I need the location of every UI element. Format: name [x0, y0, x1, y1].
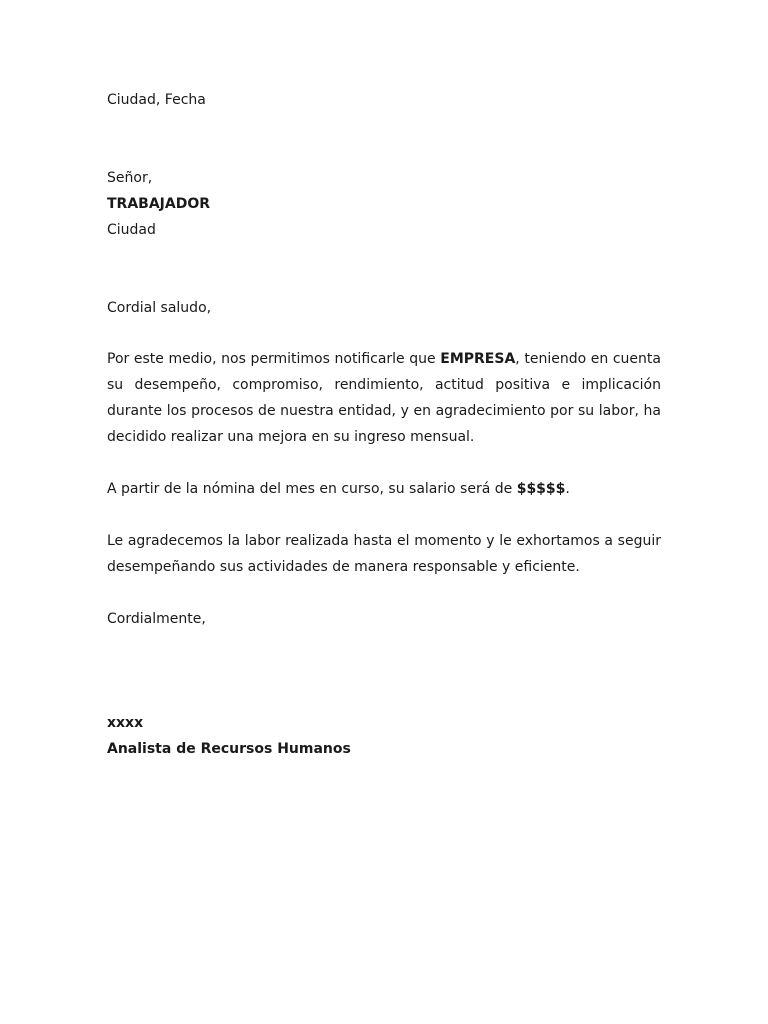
closing: Cordialmente, [107, 611, 206, 627]
p2-text-after: . [565, 481, 570, 497]
p1-text-before: Por este medio, nos permitimos notificarle que [107, 351, 441, 367]
signature-title: Analista de Recursos Humanos [107, 741, 351, 757]
recipient-city: Ciudad [107, 222, 156, 238]
body-paragraph-1 [107, 346, 661, 450]
p1-text-after: , teniendo en cuenta su desempeño, compromiso, rendimiento, actitud positiva e implicación durante los procesos de nuestra entidad, y en agradecimiento por su labor, ha decidido realizar una mejora en su ingreso mensual. [107, 351, 661, 445]
recipient-name: TRABAJADOR [107, 196, 211, 212]
body-paragraph-2 [107, 476, 661, 502]
salary-amount: $$$$$ [516, 481, 566, 497]
place-date: Ciudad, Fecha [107, 92, 206, 108]
signature-name: xxxx [107, 715, 144, 731]
p2-text-before: A partir de la nómina del mes en curso, su salario será de [107, 481, 517, 497]
company-name: EMPRESA [440, 351, 516, 367]
recipient-salutation: Señor, [107, 170, 153, 186]
body-paragraph-3: Le agradecemos la labor realizada hasta el momento y le exhortamos a seguir desempeñando sus actividades de manera responsable y eficiente. [107, 533, 661, 575]
greeting: Cordial saludo, [107, 300, 212, 316]
